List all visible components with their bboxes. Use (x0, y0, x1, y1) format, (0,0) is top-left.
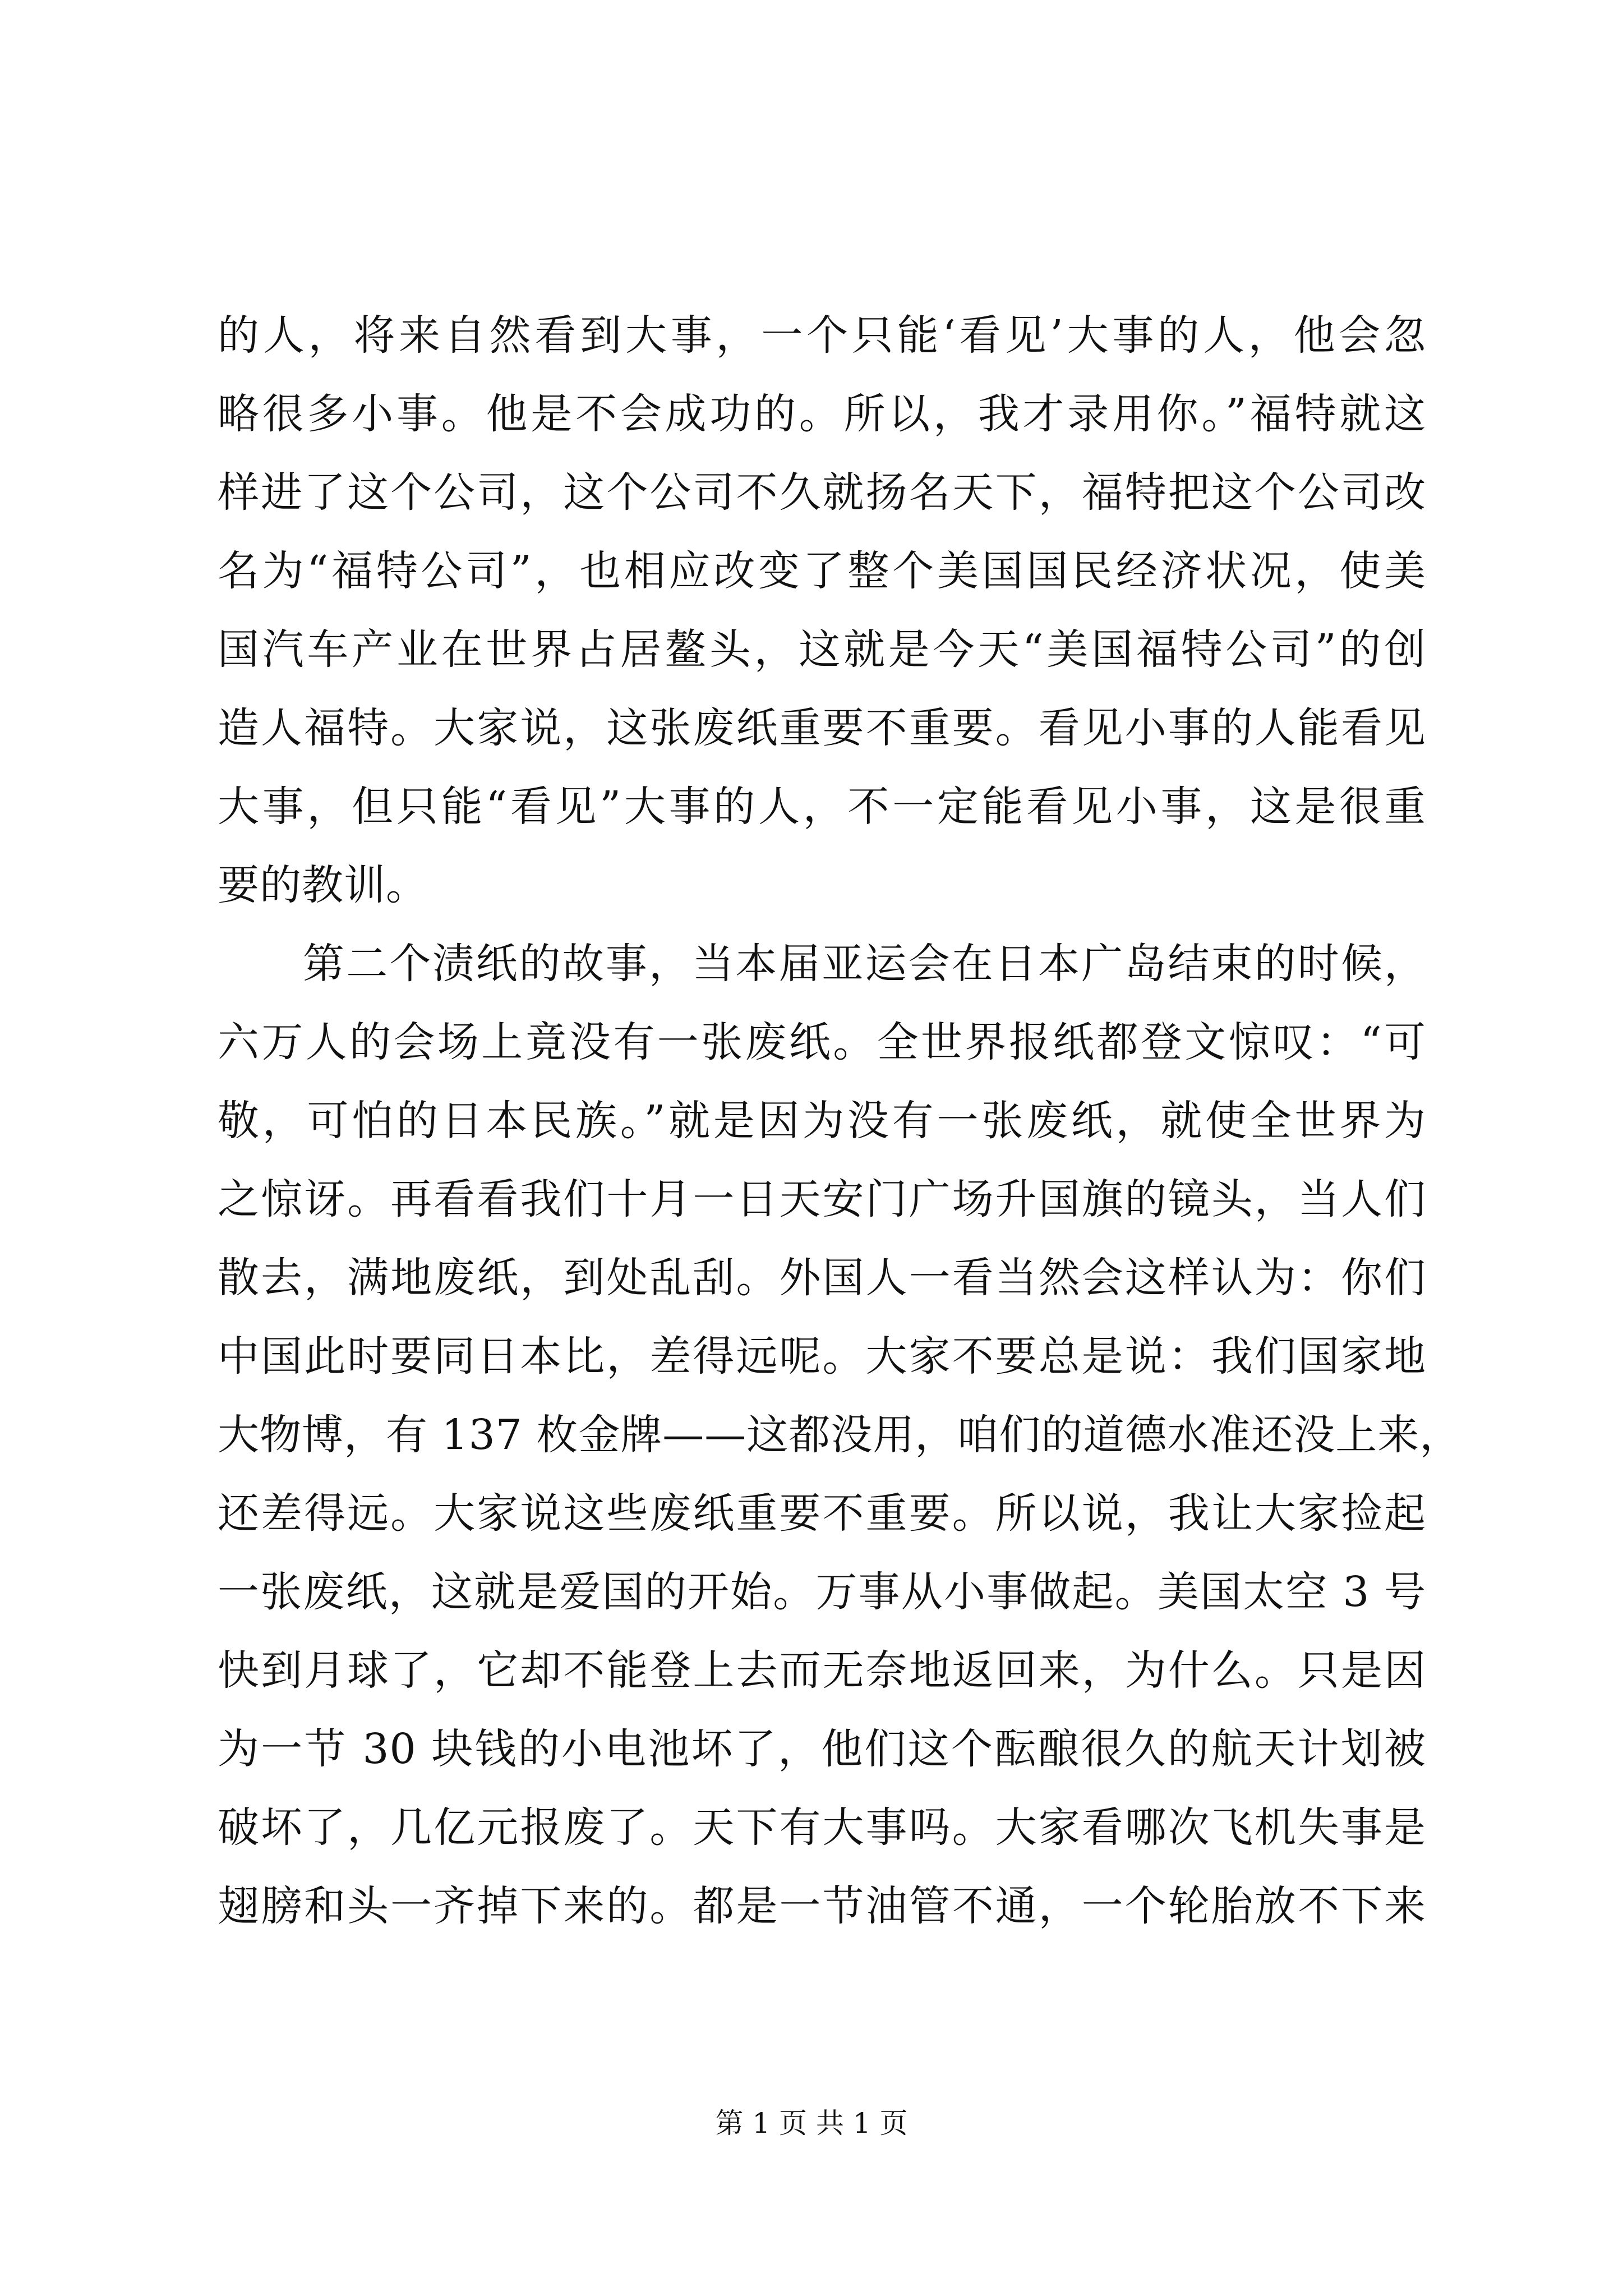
text-line: 散去，满地废纸，到处乱刮。外国人一看当然会这样认为：你们 (218, 1254, 1426, 1302)
text-line: 之惊讶。再看看我们十月一日天安门广场升国旗的镜头，当人们 (218, 1175, 1426, 1223)
text-line: 名为“福特公司”，也相应改变了整个美国国民经济状况，使美 (218, 547, 1426, 595)
text-line: 第二个渍纸的故事，当本届亚运会在日本广岛结束的时候， (303, 940, 1426, 988)
text-line: 中国此时要同日本比，差得远呢。大家不要总是说：我们国家地 (218, 1332, 1426, 1381)
body-text (218, 296, 1462, 1945)
page-footer (0, 2104, 1623, 2143)
text-line: 样进了这个公司，这个公司不久就扬名天下，福特把这个公司改 (218, 468, 1426, 517)
text-line: 大事，但只能“看见”大事的人，不一定能看见小事，这是很重 (218, 783, 1426, 831)
text-line: 翅膀和头一齐掉下来的。都是一节油管不通，一个轮胎放不下来 (218, 1882, 1426, 1930)
text-line: 快到月球了，它却不能登上去而无奈地返回来，为什么。只是因 (218, 1646, 1426, 1695)
text-line: 略很多小事。他是不会成功的。所以，我才录用你。”福特就这 (218, 390, 1426, 438)
text-line: 要的教训。 (218, 861, 428, 909)
text-line: 敬，可怕的日本民族。”就是因为没有一张废纸，就使全世界为 (218, 1097, 1426, 1145)
text-line: 国汽车产业在世界占居鳌头，这就是今天“美国福特公司”的创 (218, 625, 1426, 674)
text-line: 的人，将来自然看到大事，一个只能‘看见’大事的人，他会忽 (218, 311, 1426, 360)
text-line: 还差得远。大家说这些废纸重要不重要。所以说，我让大家捡起 (218, 1489, 1426, 1538)
text-line: 大物博，有 137 枚金牌——这都没用，咱们的道德水准还没上来， (218, 1411, 1462, 1459)
text-line: 一张废纸，这就是爱国的开始。万事从小事做起。美国太空 3 号 (218, 1568, 1426, 1616)
page-number: 第 1 页 共 1 页 (715, 2107, 908, 2139)
text-line: 为一节 30 块钱的小电池坏了，他们这个酝酿很久的航天计划被 (218, 1725, 1426, 1773)
text-line: 六万人的会场上竟没有一张废纸。全世界报纸都登文惊叹：“可 (218, 1018, 1426, 1066)
text-line: 造人福特。大家说，这张废纸重要不重要。看见小事的人能看见 (218, 704, 1426, 752)
text-line: 破坏了，几亿元报废了。天下有大事吗。大家看哪次飞机失事是 (218, 1803, 1426, 1852)
